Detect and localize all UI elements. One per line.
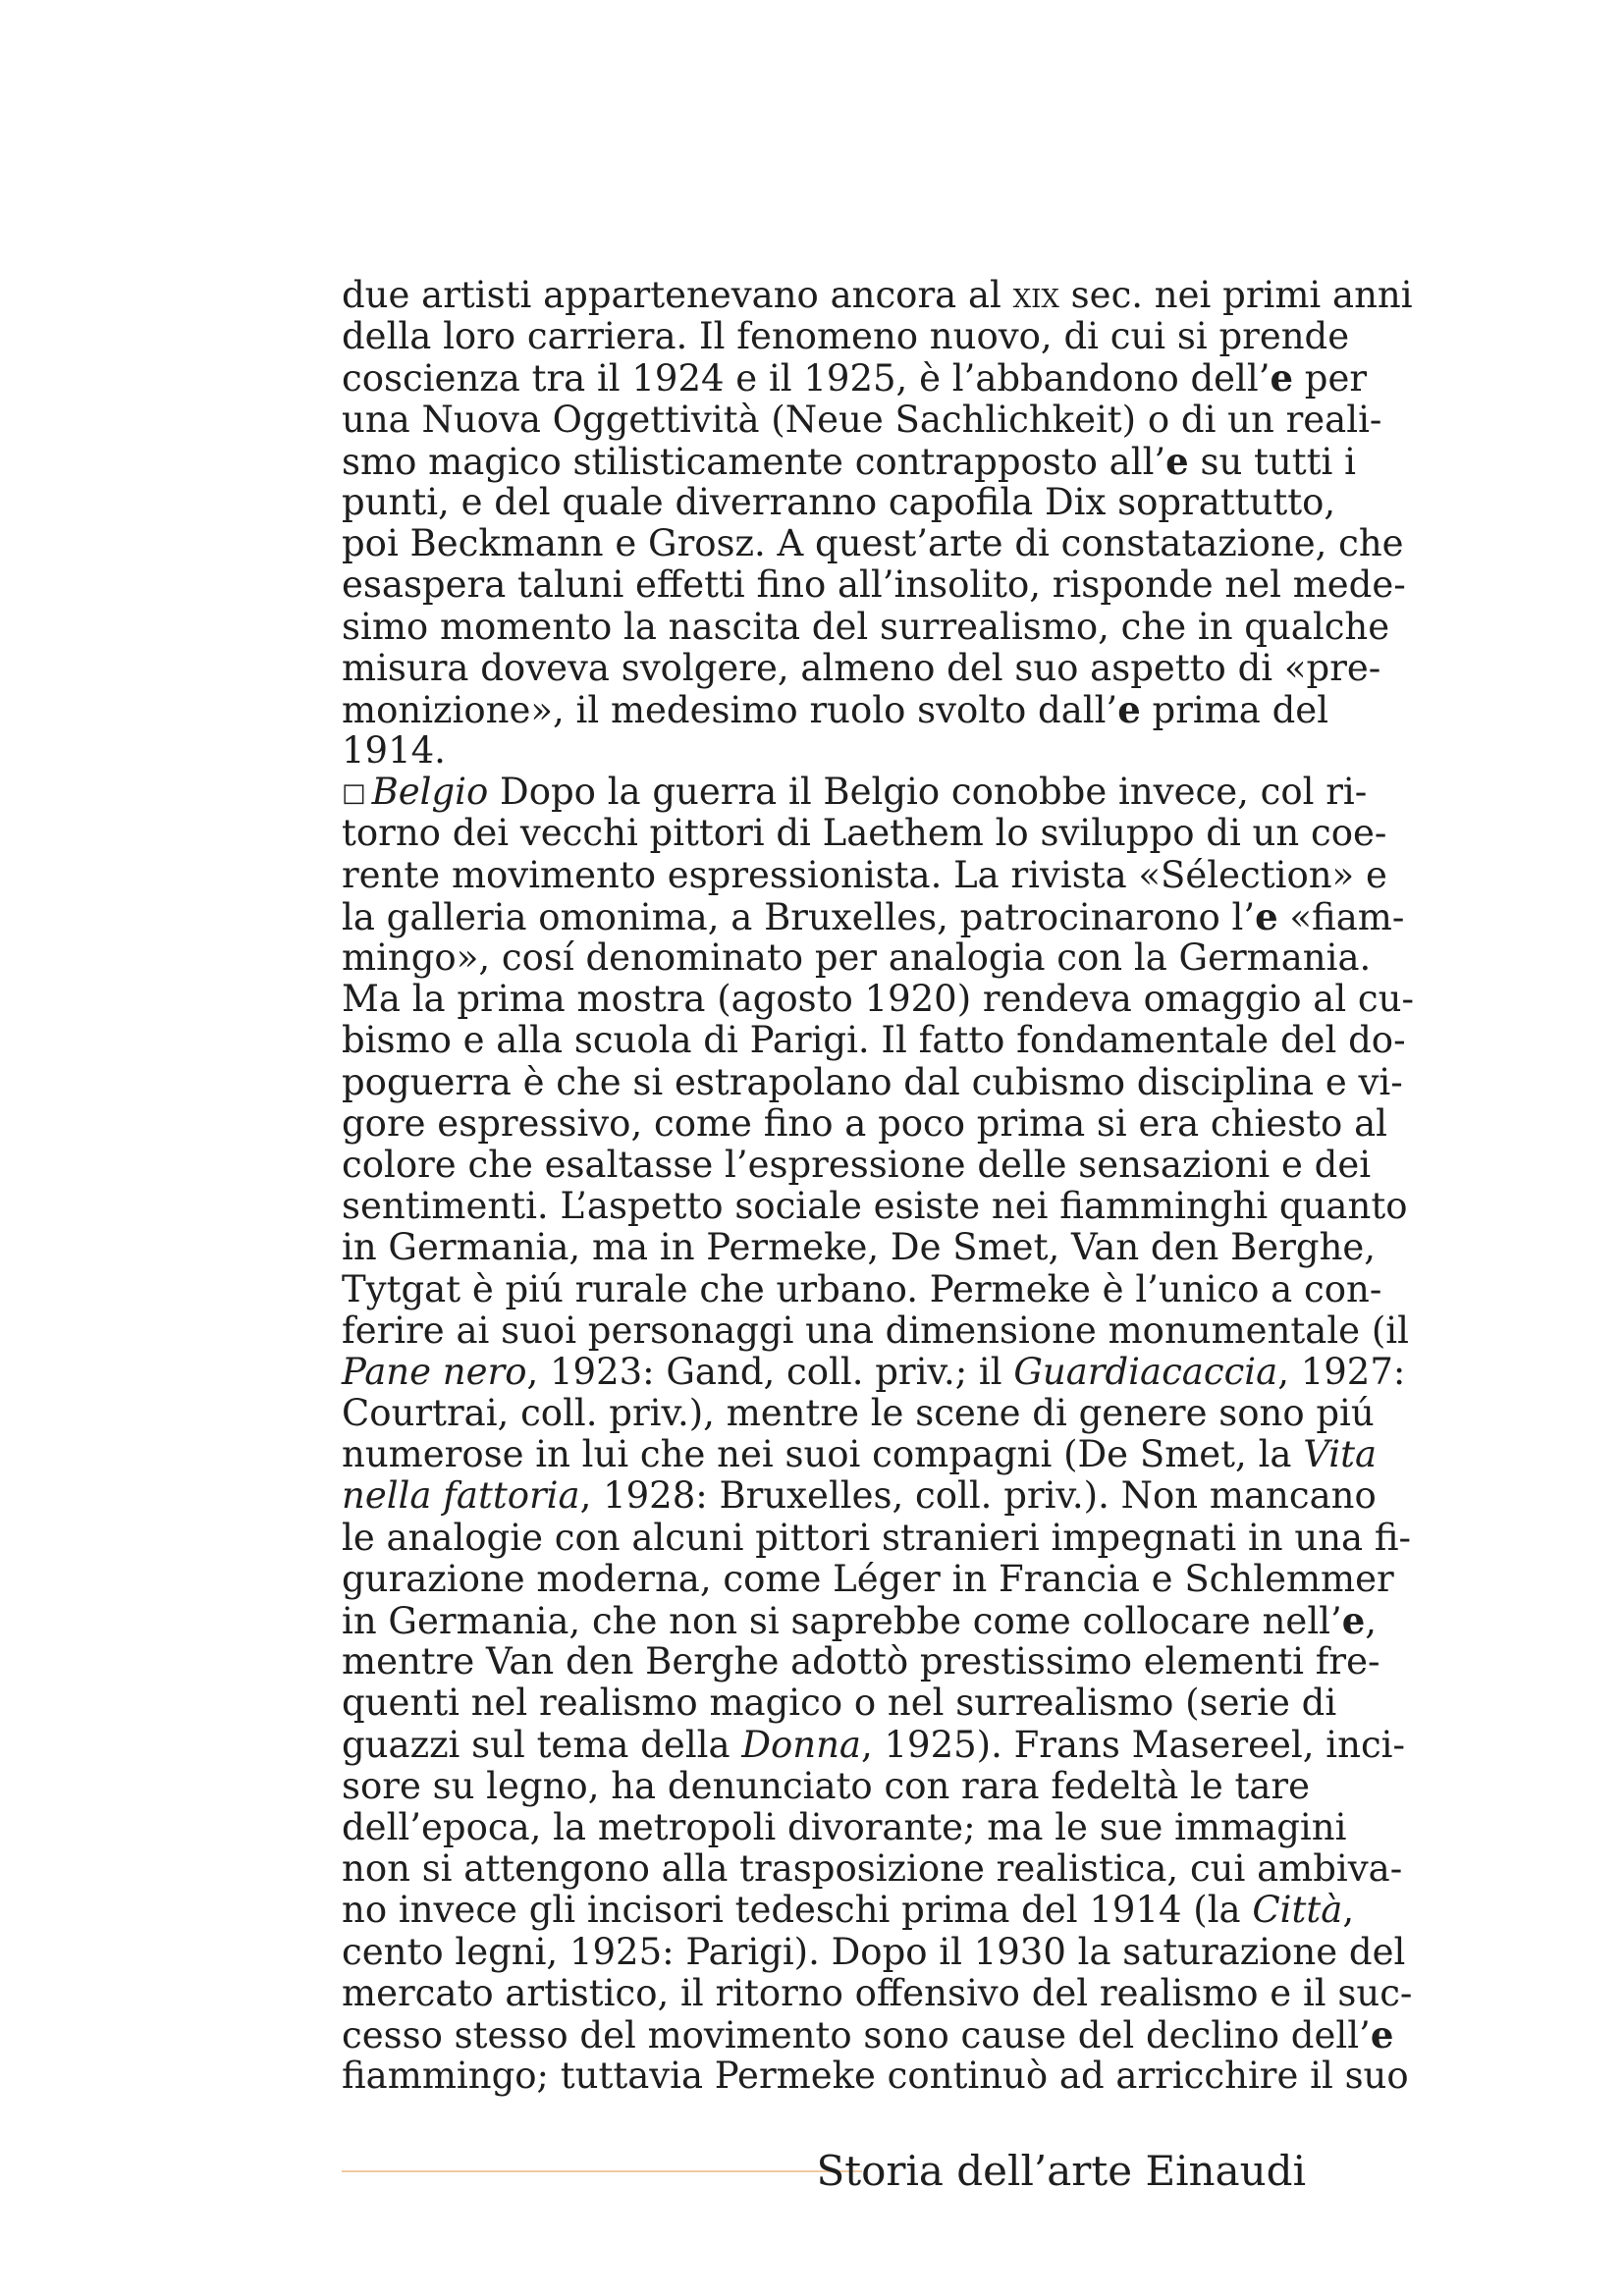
text-segment: e bbox=[1270, 356, 1294, 400]
text-segment: monizione», il medesimo ruolo svolto dall’ bbox=[342, 688, 1118, 731]
text-line bbox=[342, 1889, 1355, 1932]
text-segment: misura doveva svolgere, almeno del suo aspetto di «pre- bbox=[342, 646, 1381, 689]
text-line bbox=[342, 1392, 1375, 1435]
text-segment: e bbox=[1370, 2012, 1394, 2056]
text-segment: gore espressivo, come fino a poco prima si era chiesto al bbox=[342, 1101, 1387, 1145]
text-segment: e bbox=[1165, 439, 1189, 483]
text-line bbox=[342, 1185, 1408, 1228]
text-segment: xix bbox=[1012, 274, 1059, 316]
text-segment: la galleria omonima, a Bruxelles, patrocinarono l’ bbox=[342, 895, 1256, 938]
text-segment: , bbox=[1365, 1600, 1378, 1642]
text-segment: Donna bbox=[741, 1723, 861, 1766]
text-segment: e bbox=[1341, 1599, 1366, 1642]
text-line bbox=[342, 2012, 1394, 2056]
text-segment: torno dei vecchi pittori di Laethem lo sviluppo di un coe- bbox=[342, 812, 1387, 855]
text-line bbox=[342, 1723, 1406, 1766]
text-segment: , 1923: Gand, coll. priv.; il bbox=[526, 1350, 1014, 1393]
text-segment: su tutti i bbox=[1188, 440, 1356, 483]
text-segment: poi Beckmann e Grosz. A quest’arte di constatazione, che bbox=[342, 522, 1404, 565]
text-line bbox=[342, 1971, 1413, 2014]
text-segment: , 1928: Bruxelles, coll. priv.). Non mancano bbox=[579, 1474, 1377, 1518]
text-segment: cento legni, 1925: Parigi). Dopo il 1930 la saturazione del bbox=[342, 1930, 1406, 1973]
text-segment: bismo e alla scuola di Parigi. Il fatto fondamentale del do- bbox=[342, 1019, 1406, 1062]
text-segment: Pane nero bbox=[342, 1350, 527, 1393]
text-line bbox=[342, 274, 1413, 316]
text-segment: cesso stesso del movimento sono cause del declino dell’ bbox=[342, 2013, 1371, 2056]
text-segment: guazzi sul tema della bbox=[342, 1723, 742, 1766]
text-segment: sentimenti. L’aspetto sociale esiste nei fiamminghi quanto bbox=[342, 1185, 1408, 1228]
text-segment: Vita bbox=[1303, 1433, 1378, 1476]
article-text bbox=[342, 274, 1414, 2098]
text-line bbox=[342, 1764, 1311, 1807]
text-segment: , 1925). Frans Masereel, inci- bbox=[860, 1723, 1406, 1766]
text-segment: della loro carriera. Il fenomeno nuovo, di cui si prende bbox=[342, 315, 1350, 358]
text-line bbox=[342, 1101, 1387, 1145]
text-line bbox=[342, 1516, 1412, 1559]
text-segment: simo momento la nascita del surrealismo, che in qualche bbox=[342, 605, 1390, 648]
text-segment: prima del bbox=[1140, 688, 1329, 731]
text-segment: quenti nel realismo magico o nel surrealismo (serie di bbox=[342, 1682, 1337, 1725]
text-segment: Belgio bbox=[371, 771, 489, 814]
text-line bbox=[342, 356, 1368, 400]
text-line bbox=[342, 1143, 1372, 1186]
text-line bbox=[342, 1019, 1406, 1062]
text-line bbox=[342, 1308, 1409, 1352]
text-segment: le analogie con alcuni pittori stranieri impegnati in una fi- bbox=[342, 1516, 1412, 1559]
text-segment: nella fattoria bbox=[342, 1474, 580, 1518]
text-segment: in Germania, ma in Permeke, De Smet, Van den Berghe, bbox=[342, 1226, 1377, 1269]
text-line bbox=[342, 1599, 1378, 1642]
text-segment: gurazione moderna, come Léger in Francia e Schlemmer bbox=[342, 1557, 1394, 1600]
footer-title: Storia dell’arte Einaudi bbox=[816, 2147, 1306, 2195]
text-segment: Dopo la guerra il Belgio conobbe invece, col ri- bbox=[488, 771, 1368, 814]
text-line bbox=[342, 687, 1329, 731]
text-line bbox=[342, 646, 1381, 689]
text-line bbox=[342, 853, 1387, 896]
text-segment: e bbox=[1255, 894, 1278, 938]
text-line bbox=[342, 1847, 1403, 1891]
text-segment: rente movimento espressionista. La rivista «Sélection» e bbox=[342, 853, 1387, 896]
section-marker-icon: □ bbox=[342, 778, 366, 809]
text-segment: mercato artistico, il ritorno offensivo del realismo e il suc- bbox=[342, 1971, 1413, 2014]
text-segment: esaspera taluni effetti fino all’insolito, risponde nel mede- bbox=[342, 563, 1406, 607]
text-segment: sec. nei primi anni bbox=[1058, 274, 1413, 316]
text-line bbox=[342, 1350, 1406, 1393]
text-line bbox=[342, 894, 1405, 938]
text-line bbox=[342, 522, 1404, 565]
text-line bbox=[342, 1433, 1378, 1476]
text-line bbox=[342, 771, 1368, 814]
text-line bbox=[342, 439, 1356, 483]
text-segment: dell’epoca, la metropoli divorante; ma le sue immagini bbox=[342, 1805, 1347, 1848]
text-segment: e bbox=[1117, 687, 1141, 731]
text-segment: sore su legno, ha denunciato con rara fedeltà le tare bbox=[342, 1764, 1311, 1807]
text-segment: Courtrai, coll. priv.), mentre le scene di genere sono piú bbox=[342, 1392, 1375, 1435]
text-segment: coscienza tra il 1924 e il 1925, è l’abbandono dell’ bbox=[342, 357, 1271, 400]
text-segment: Tytgat è piú rurale che urbano. Permeke è l’unico a con- bbox=[342, 1267, 1382, 1310]
text-line bbox=[342, 1060, 1403, 1103]
text-segment: una Nuova Oggettività (Neue Sachlichkeit) o di un reali- bbox=[342, 398, 1382, 441]
text-segment: Ma la prima mostra (agosto 1920) rendeva omaggio al cu- bbox=[342, 978, 1414, 1021]
text-segment: 1914. bbox=[342, 729, 446, 773]
text-segment: non si attengono alla trasposizione realistica, cui ambiva- bbox=[342, 1847, 1403, 1891]
text-line bbox=[342, 1226, 1377, 1269]
text-segment: Guardiacaccia bbox=[1013, 1350, 1278, 1393]
text-line bbox=[342, 1805, 1347, 1848]
text-segment: punti, e del quale diverranno capofila Dix soprattutto, bbox=[342, 480, 1336, 523]
text-segment: fiammingo; tuttavia Permeke continuò ad arricchire il suo bbox=[342, 2055, 1409, 2098]
text-line bbox=[342, 1474, 1377, 1518]
text-segment: mentre Van den Berghe adottò prestissimo elementi fre- bbox=[342, 1640, 1380, 1683]
text-segment: poguerra è che si estrapolano dal cubismo disciplina e vi- bbox=[342, 1060, 1403, 1103]
text-line bbox=[342, 315, 1350, 358]
text-segment: smo magico stilisticamente contrapposto all’ bbox=[342, 440, 1166, 483]
text-line bbox=[342, 1682, 1337, 1725]
text-segment: mingo», cosí denominato per analogia con la Germania. bbox=[342, 936, 1372, 979]
text-segment: numerose in lui che nei suoi compagni (De Smet, la bbox=[342, 1433, 1304, 1476]
text-segment: «fiam- bbox=[1277, 895, 1405, 938]
text-line bbox=[342, 978, 1414, 1021]
text-segment: colore che esaltasse l’espressione delle sensazioni e dei bbox=[342, 1143, 1372, 1186]
text-segment: ferire ai suoi personaggi una dimensione monumentale (il bbox=[342, 1308, 1409, 1352]
text-line bbox=[342, 936, 1372, 979]
footer-rule bbox=[342, 2170, 862, 2172]
text-line bbox=[342, 1930, 1406, 1973]
text-segment: in Germania, che non si saprebbe come collocare nell’ bbox=[342, 1600, 1342, 1642]
text-segment: Città bbox=[1252, 1889, 1343, 1932]
text-segment: per bbox=[1293, 357, 1368, 400]
text-segment: , 1927: bbox=[1277, 1350, 1406, 1393]
text-segment: due artisti appartenevano ancora al bbox=[342, 274, 1013, 316]
text-line bbox=[342, 2055, 1409, 2098]
text-line bbox=[342, 480, 1336, 523]
text-line bbox=[342, 730, 1306, 772]
text-line bbox=[342, 398, 1382, 441]
text-line bbox=[342, 563, 1406, 607]
text-line bbox=[342, 1557, 1394, 1600]
text-line bbox=[342, 1640, 1380, 1683]
text-segment: , bbox=[1342, 1889, 1355, 1932]
text-line bbox=[342, 812, 1387, 855]
text-line bbox=[342, 605, 1390, 648]
text-segment: no invece gli incisori tedeschi prima del 1914 (la bbox=[342, 1889, 1253, 1932]
text-line bbox=[342, 1267, 1382, 1310]
